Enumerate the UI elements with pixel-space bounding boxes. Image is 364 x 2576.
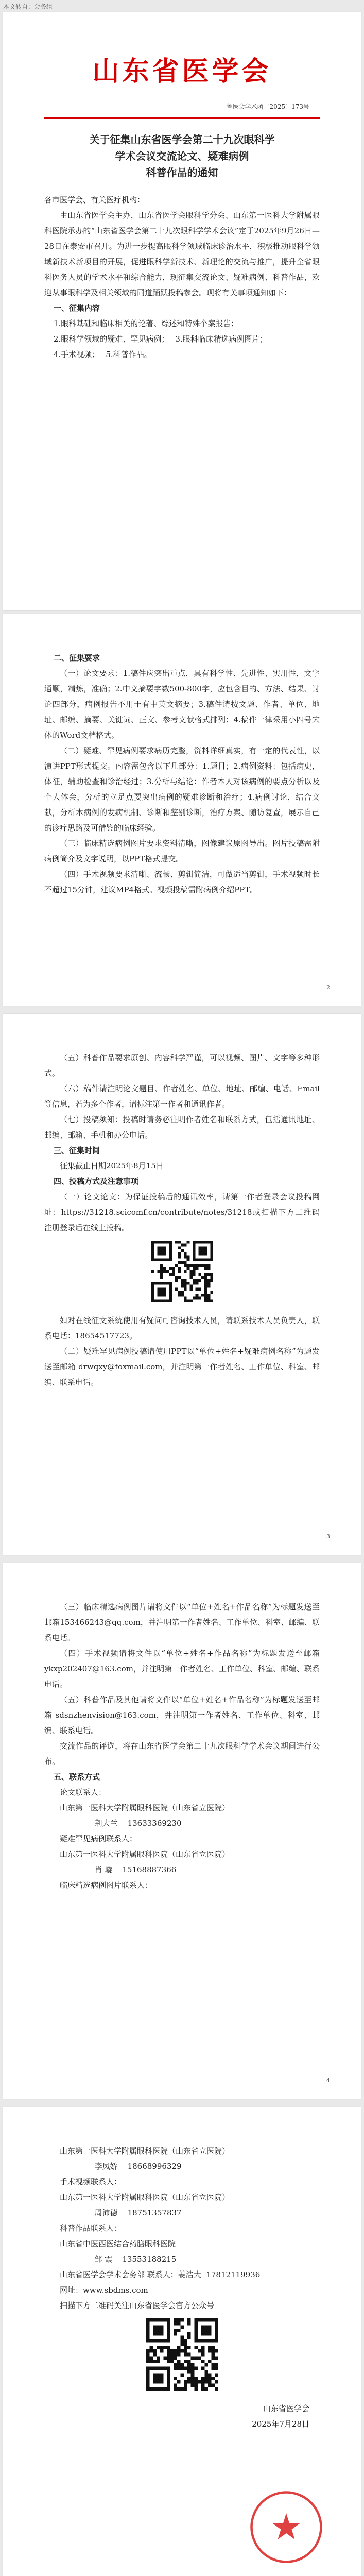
- list-item: 1.眼科基础和临床相关的论著、综述和特殊个案报告；: [54, 319, 239, 328]
- requirement-paragraph: （四）手术视频要求清晰、流畅、剪辑简洁，可做适当剪辑，手术视频时长不超过15分钟，建议MP4格式。视频投稿需附病例介绍PPT。: [44, 870, 320, 894]
- intro-paragraph: 由山东省医学会主办，山东省医学会眼科学分会、山东第一医科大学附属眼科医院承办的“山东省医学会第二十九次眼科学学术会议”定于2025年9月26日—28日在泰安市召开。为进一步提高眼科学领域临床诊治水平，积极推动眼科学领域新技术新项目的开展，促进眼科学新技术、新理论的交流与推广，提升全省眼科医务人员的学术水平和综合能力，现征集交流论文、疑难病例、科普作品，欢迎从事眼科学及相关领域的同道踊跃投稿参会。现将有关事项通知如下：: [44, 211, 320, 297]
- title-line: 关于征集山东省医学会第二十九次眼科学: [89, 133, 275, 146]
- assoc-site: 网址：www.sbdms.com: [60, 2285, 148, 2295]
- section-2-title: 二、征集要求: [54, 653, 100, 663]
- salutation: 各市医学会、有关医疗机构：: [44, 195, 145, 205]
- contact-line: [60, 1862, 320, 1877]
- contact-phone: 15168887366: [122, 1865, 177, 1874]
- section-4-title: 四、投稿方式及注意事项: [54, 1177, 139, 1186]
- submission-paragraph: （三）临床精选病例图片请将文件以“单位+姓名+作品名称”为标题发送至邮箱153466243@qq.com，并注明第一作者姓名、工作单位、科室、邮编、联系电话。: [44, 1602, 320, 1642]
- section-1-title: 一、征集内容: [54, 303, 100, 313]
- doc-number: 鲁医会学术函〔2025〕173号: [226, 103, 309, 110]
- list-item: 3.眼科临床精选病例图片；: [175, 334, 268, 344]
- section-5-title: 五、联系方式: [54, 1772, 100, 1782]
- list-item: 5.科普作品。: [106, 350, 152, 359]
- document-page-4: [3, 1563, 361, 2099]
- submission-paragraph: （四）手术视频请将文件以“单位+姓名+作品名称”为标题发送至邮箱 ykxp202407@163.com，并注明第一作者姓名、工作单位、科室、邮编、联系电话。: [44, 1649, 320, 1689]
- red-divider: [44, 117, 320, 119]
- doc-title: [44, 131, 320, 181]
- submission-paragraph: （一）论文论文：为保证投稿后的通讯效率，请第一作者登录会议投稿网址：https://31218.scicomf.cn/contribute/notes/31218或扫描下方二维码注册登录后在线上投稿。: [44, 1192, 320, 1232]
- contact-name: 李凤娇: [94, 2162, 118, 2171]
- contact-phone: 13553188215: [122, 2255, 177, 2264]
- contact-line: [60, 1816, 320, 1831]
- requirement-paragraph: （六）稿件请注明论文题目、作者姓名、单位、地址、邮编、电话、Email等信息，若为多个作者，请标注第一作者和通讯作者。: [44, 1084, 320, 1109]
- contact-name: 肖 璇: [94, 1865, 113, 1874]
- contact-line: [60, 2159, 320, 2174]
- qr-code-icon: [146, 2318, 218, 2391]
- collection-list: [44, 316, 320, 362]
- contact-role: 科普作品联系人：: [60, 2224, 122, 2233]
- contact-org: 山东第一医科大学附属眼科医院（山东省立医院）: [60, 2193, 230, 2202]
- masthead: 山东省医学会: [92, 56, 272, 87]
- contact-org: 山东第一医科大学附属眼科医院（山东省立医院）: [60, 2146, 230, 2156]
- contact-org: 山东省中医西医结合药膳眼科医院: [60, 2239, 176, 2248]
- qr-code-icon: [151, 1241, 213, 1302]
- requirement-paragraph: （五）科普作品要求原创、内容科学严谨，可以视频、图片、文字等多种形式。: [44, 1053, 320, 1078]
- contact-name: 邹 霞: [94, 2255, 113, 2264]
- list-item: 2.眼科学领域的疑难、罕见病例；: [54, 334, 169, 344]
- wechat-qr[interactable]: [44, 2318, 320, 2396]
- contact-org: 山东第一医科大学附属眼科医院（山东省立医院）: [60, 1850, 230, 1859]
- page-number: 4: [326, 2077, 330, 2084]
- document-page-3: [3, 1014, 361, 1555]
- contact-role: 临床精选病例图片联系人：: [60, 1880, 153, 1890]
- support-paragraph: 如对在线征文系统使用有疑问可咨询技术人员，请联系技术人员负责人，联系电话：18654517723。: [44, 1316, 320, 1341]
- submission-paragraph: （五）科普作品及其他请将文件以“单位+姓名+作品名称”为标题发送至邮箱 sdsnzhenvision@163.com，并注明第一作者姓名、工作单位、科室、邮编、联系电话。: [44, 1695, 320, 1735]
- contact-line: [60, 2205, 320, 2221]
- document-page-2: [3, 614, 361, 1006]
- contact-role: 疑难罕见病例联系人：: [60, 1834, 137, 1843]
- deadline-text: 征集截止日期2025年8月15日: [60, 1161, 164, 1171]
- contact-name: 荆大兰: [94, 1819, 118, 1828]
- contact-role: 论文联系人：: [60, 1788, 107, 1797]
- submission-paragraph: 交流作品的评选，将在山东省医学会第二十九次眼科学学术会议期间进行公布。: [44, 1741, 320, 1766]
- page-number: 3: [326, 1533, 330, 1540]
- requirement-paragraph: （三）临床精选病例图片要求资料清晰，图像建议原图导出。图片投稿需附病例简介及文字说明，以PPT格式提交。: [44, 839, 320, 863]
- contact-list: [44, 2143, 320, 2313]
- contact-phone: 18751357837: [127, 2208, 182, 2217]
- contact-phone: 18668996329: [127, 2162, 182, 2171]
- contact-list: [44, 1785, 320, 1893]
- source-note: 本文转自：会务组: [3, 3, 53, 10]
- requirement-paragraph: （一）论文要求：1.稿件应突出重点，具有科学性、先进性、实用性，文字通顺，精炼，准确；2.中文摘要字数500-800字，应包含目的、方法、结果、讨论四部分，病例报告不用于有中英文摘要；3.稿件请按文题、作者、单位、地址、邮编、摘要、关键词、正文、参考文献格式排列；4.稿件一律采用小四号宋体的Word文档格式。: [44, 669, 320, 740]
- contact-line: [60, 2251, 320, 2267]
- page-number: 2: [326, 984, 330, 991]
- title-line: 科普作品的通知: [146, 166, 218, 179]
- signature-date: 2025年7月28日: [252, 2419, 309, 2429]
- requirement-paragraph: （七）投稿须知：投稿时请务必注明作者姓名和联系方式，包括通讯地址、邮编、邮箱、手机和办公电话。: [44, 1115, 320, 1140]
- contact-org: 山东第一医科大学附属眼科医院（山东省立医院）: [60, 1803, 230, 1812]
- document-page-5: [3, 2107, 361, 2576]
- title-line: 学术会议交流论文、疑难病例: [115, 150, 249, 162]
- document-page-1: [3, 12, 361, 610]
- submission-paragraph: （二）疑难罕见病例投稿请使用PPT以“单位+姓名+疑难病例名称”为题发送至邮箱 drwqxy@foxmail.com，并注明第一作者姓名、工作单位、科室、邮编、联系电话。: [44, 1347, 320, 1387]
- assoc-qr-note: 扫描下方二维码关注山东省医学会官方公众号: [60, 2301, 215, 2310]
- assoc-contact: 山东省医学会学术会务部 联系人：姜浩大 17812119936: [60, 2270, 261, 2279]
- contact-name: 周沛德: [94, 2208, 118, 2217]
- signature-org: 山东省医学会: [263, 2404, 309, 2413]
- assoc-phone: 17812119936: [206, 2270, 261, 2279]
- list-item: 4.手术视频；: [54, 350, 100, 359]
- official-seal-icon: [248, 2488, 325, 2566]
- requirement-paragraph: （二）疑难、罕见病例要求病历完整，资料详细真实，有一定的代表性，以演讲PPT形式提交。内容需包含以下几部分：1.题目；2.病例资料：包括病史，体征，辅助检查和诊治经过；3.分析与结论：作者本人对该病例的要点分析以及个人体会，分析的立足点要突出病例的疑难诊断和治疗；4.病例讨论，结合文献，分析本病例的发病机制、诊断和鉴别诊断，治疗方案、随访复查，展示自己的诊疗思路及可借鉴的临床经验。: [44, 746, 320, 833]
- paper-qr[interactable]: [44, 1241, 320, 1308]
- contact-role: 手术视频联系人：: [60, 2177, 122, 2187]
- contact-phone: 13633369230: [127, 1819, 182, 1828]
- section-3-title: 三、征集时间: [54, 1146, 100, 1155]
